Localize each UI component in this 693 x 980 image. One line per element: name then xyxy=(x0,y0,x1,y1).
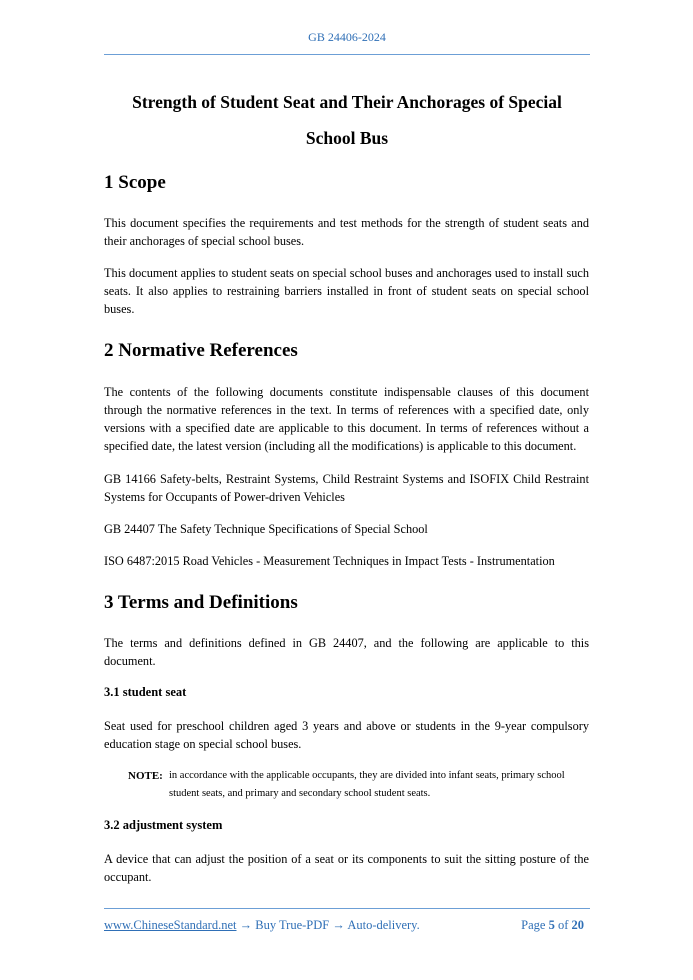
heading-scope: 1 Scope xyxy=(104,172,166,193)
heading-adjustment-system: 3.2 adjustment system xyxy=(104,818,223,832)
footer-delivery-text: Auto-delivery. xyxy=(347,918,420,932)
reference-gb14166: GB 14166 Safety-belts, Restraint Systems, Child Restraint Systems and ISOFIX Child Restraint Systems for Occupants of Power-driven Vehicles xyxy=(104,472,589,504)
heading-normative-references: 2 Normative References xyxy=(104,340,298,361)
reference-gb24407: GB 24407 The Safety Technique Specifications of Special School xyxy=(104,522,428,536)
footer-site-link[interactable]: www.ChineseStandard.net xyxy=(104,918,237,932)
header-rule xyxy=(104,54,590,55)
of-word: of xyxy=(557,918,569,932)
scope-paragraph-1: This document specifies the requirements and test methods for the strength of student seats and their anchorages of special school buses. xyxy=(104,216,589,248)
page-total: 20 xyxy=(571,918,584,932)
header-code: GB 24406-2024 xyxy=(308,30,386,44)
scope-paragraph-2: This document applies to student seats on special school buses and anchorages used to install such seats. It also applies to restraining barriers installed in front of student seats on special school buses. xyxy=(104,266,589,316)
document-title xyxy=(104,84,590,156)
page-indicator xyxy=(521,918,584,933)
footer-buy-link[interactable]: Buy True-PDF xyxy=(255,918,330,932)
page-word: Page xyxy=(521,918,546,932)
title-line-1: Strength of Student Seat and Their Anchorages of Special xyxy=(132,92,562,112)
heading-student-seat: 3.1 student seat xyxy=(104,685,187,699)
title-line-2: School Bus xyxy=(305,128,389,148)
references-paragraph: The contents of the following documents constitute indispensable clauses of this document through the normative references in the text. In terms of references with a specified date, only versions with a specified date are applicable to this document. In terms of references without a specified date, the latest version (including all the modifications) is applicable to this document. xyxy=(104,385,589,453)
page-number: 5 xyxy=(548,918,555,932)
heading-terms-definitions: 3 Terms and Definitions xyxy=(104,592,298,613)
footer-rule xyxy=(104,908,590,909)
student-seat-definition: Seat used for preschool children aged 3 years and above or students in the 9-year compulsory education stage on special school buses. xyxy=(104,719,589,751)
note-text: in accordance with the applicable occupants, they are divided into infant seats, primary school student seats, and primary and secondary school student seats. xyxy=(169,770,565,799)
arrow-icon: → xyxy=(239,918,253,932)
footer xyxy=(104,918,590,933)
adjustment-system-definition: A device that can adjust the position of a seat or its components to suit the sitting posture of the occupant. xyxy=(104,852,589,884)
note-label: NOTE: xyxy=(128,770,163,782)
reference-iso6487: ISO 6487:2015 Road Vehicles - Measurement Techniques in Impact Tests - Instrumentation xyxy=(104,554,555,568)
arrow-icon: → xyxy=(332,918,345,932)
student-seat-note xyxy=(104,767,589,803)
terms-paragraph: The terms and definitions defined in GB 24407, and the following are applicable to this document. xyxy=(104,636,589,668)
